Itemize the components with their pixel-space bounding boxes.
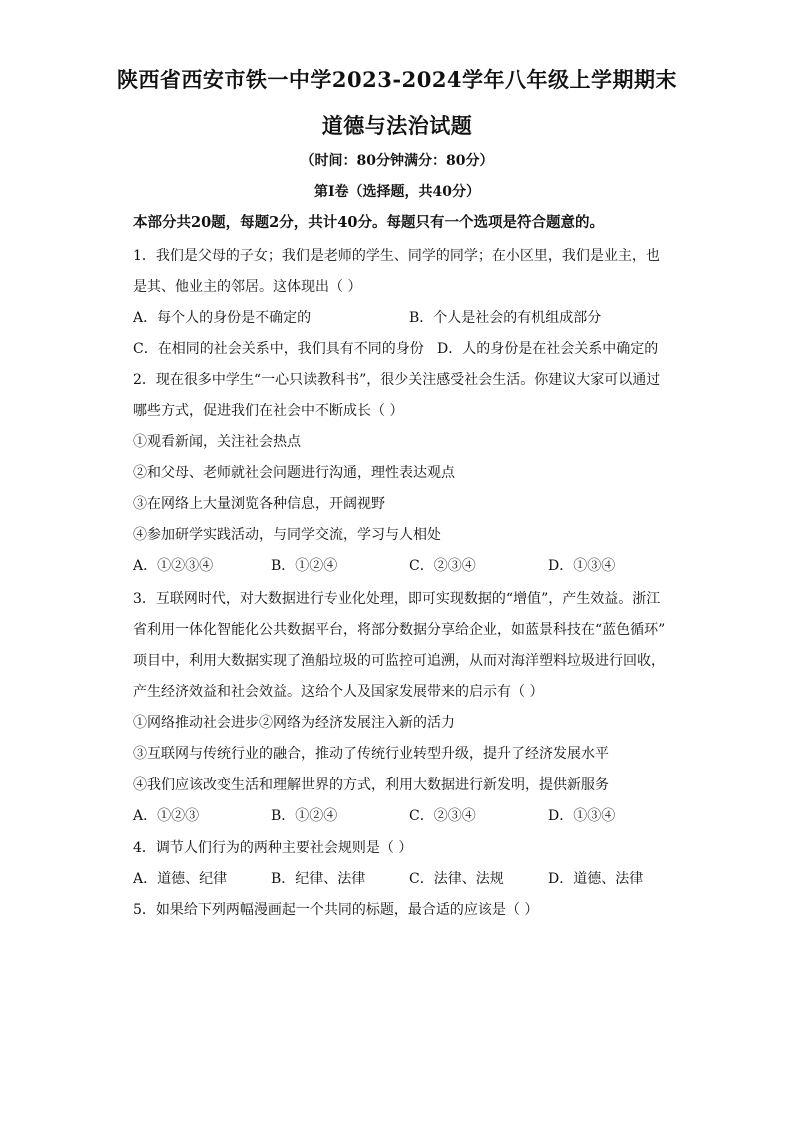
q3-item-4: ④我们应该改变生活和理解世界的方式，利用大数据进行新发明，提供新服务 — [133, 777, 609, 793]
time-info: （时间：80分钟满分：80分） — [300, 153, 494, 169]
q1-option-a: A．每个人的身份是不确定的 — [133, 310, 312, 326]
q2-item-2: ②和父母、老师就社会问题进行沟通，理性表达观点 — [133, 465, 455, 481]
q3-stem-line4: 产生经济效益和社会效益。这给个人及国家发展带来的启示有（ ） — [133, 684, 544, 700]
q4-option-d: D．道德、法律 — [548, 871, 644, 887]
q2-option-d: D．①③④ — [548, 558, 616, 574]
q3-option-a: A．①②③ — [133, 808, 200, 824]
q1-option-b: B．个人是社会的有机组成部分 — [409, 310, 602, 326]
q4-stem: 4．调节人们行为的两种主要社会规则是（ ） — [133, 840, 413, 856]
q3-stem-line2: 省利用一体化智能化公共数据平台，将部分数据分享给企业，如蓝景科技在“蓝色循环” — [133, 622, 666, 638]
q2-stem-line2: 哪些方式，促进我们在社会中不断成长（ ） — [133, 403, 404, 419]
q2-option-a: A．①②③④ — [133, 558, 214, 574]
q1-stem-line2: 是其、他业主的邻居。这体现出（ ） — [133, 279, 362, 295]
q3-stem-line1: 3．互联网时代，对大数据进行专业化处理，即可实现数据的“增值”，产生效益。浙江 — [133, 591, 661, 607]
q3-option-c: C．②③④ — [409, 808, 476, 824]
section-title: 第I卷（选择题，共40分） — [313, 184, 481, 200]
q3-item-3: ③互联网与传统行业的融合，推动了传统行业转型升级，提升了经济发展水平 — [133, 746, 609, 762]
q5-stem: 5．如果给下列两幅漫画起一个共同的标题，最合适的应该是（ ） — [133, 902, 539, 918]
q3-option-b: B．①②④ — [271, 808, 338, 824]
q3-option-d: D．①③④ — [548, 808, 616, 824]
q2-option-b: B．①②④ — [271, 558, 338, 574]
instructions: 本部分共20题，每题2分，共计40分。每题只有一个选项是符合题意的。 — [133, 214, 604, 231]
q2-item-1: ①观看新闻，关注社会热点 — [133, 434, 301, 450]
q2-item-4: ④参加研学实践活动，与同学交流，学习与人相处 — [133, 527, 441, 543]
q4-option-a: A．道德、纪律 — [133, 871, 228, 887]
q2-item-3: ③在网络上大量浏览各种信息，开阔视野 — [133, 496, 385, 512]
q3-stem-line3: 项目中，利用大数据实现了渔船垃圾的可监控可追溯，从而对海洋塑料垃圾进行回收， — [133, 653, 665, 669]
q1-option-d: D．人的身份是在社会关系中确定的 — [437, 341, 659, 357]
q2-option-c: C．②③④ — [409, 558, 476, 574]
q4-option-b: B．纪律、法律 — [271, 871, 366, 887]
q1-option-c: C．在相同的社会关系中，我们具有不同的身份 — [133, 341, 424, 357]
q4-option-c: C．法律、法规 — [409, 871, 504, 887]
q3-item-1: ①网络推动社会进步②网络为经济发展注入新的活力 — [133, 715, 455, 731]
q2-stem-line1: 2．现在很多中学生“一心只读教科书”，很少关注感受社会生活。你建议大家可以通过 — [133, 372, 661, 388]
exam-title-line2: 道德与法治试题 — [321, 113, 473, 138]
exam-title-line1: 陕西省西安市铁一中学2023-2024学年八年级上学期期末 — [116, 67, 678, 92]
q1-stem-line1: 1．我们是父母的子女；我们是老师的学生、同学的同学；在小区里，我们是业主，也 — [133, 248, 660, 264]
